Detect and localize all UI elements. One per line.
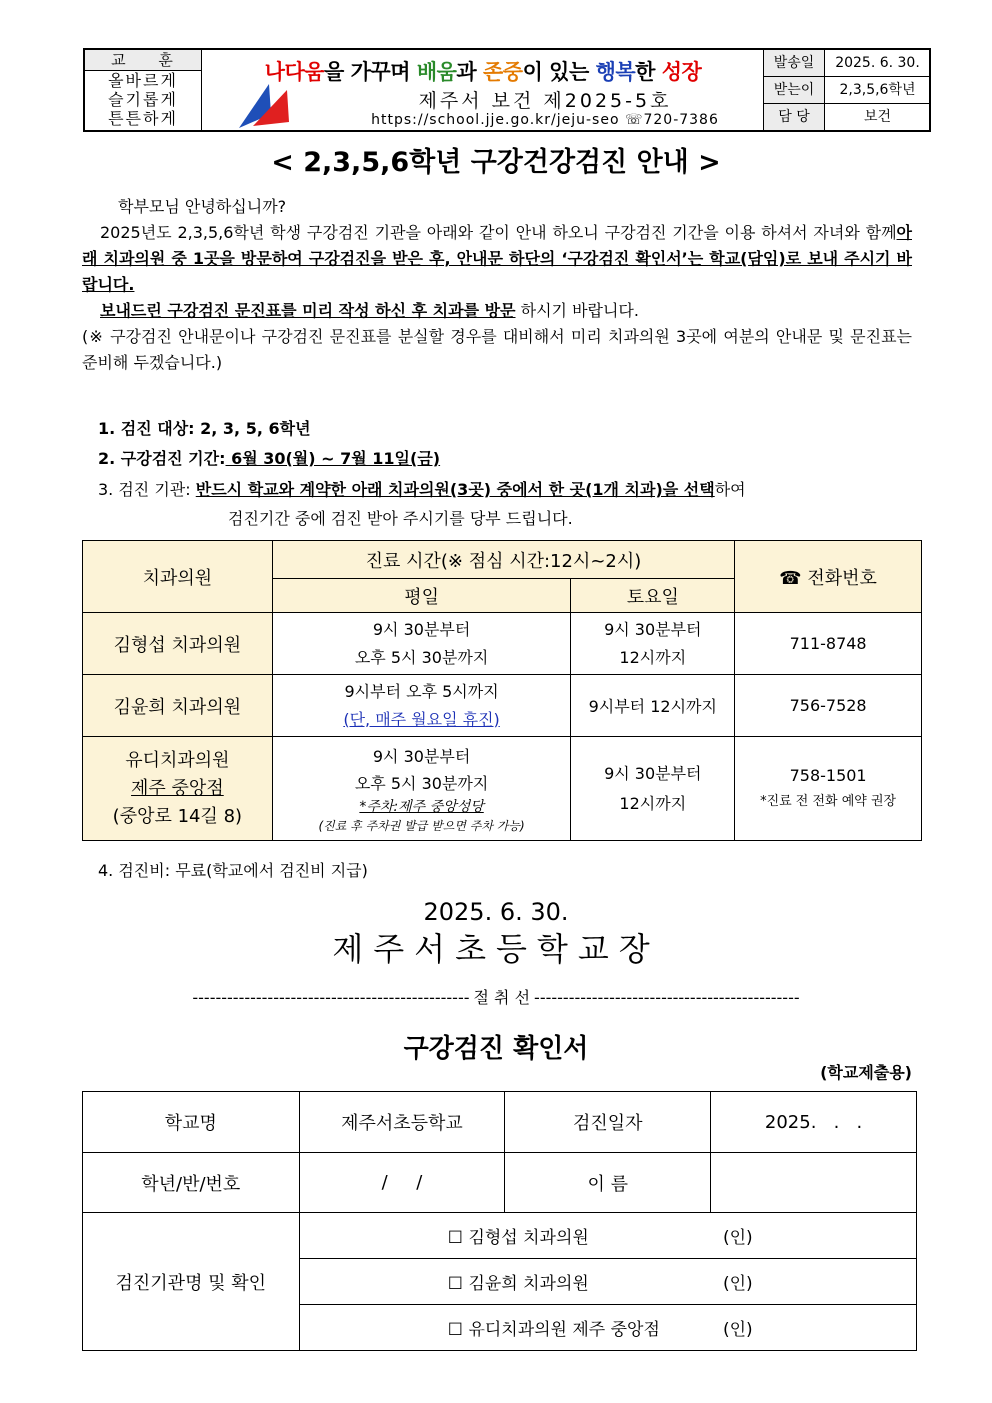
org-option[interactable] (299, 1213, 916, 1259)
clinic-name (83, 737, 273, 841)
confirm-table (82, 1091, 917, 1351)
clinic-name: 김형섭 치과의원 (83, 613, 273, 675)
slogan-segment: 나다움 (264, 60, 325, 84)
saturday-line: 12시까지 (619, 647, 687, 667)
weekday-hours (272, 737, 571, 841)
school-slogan (203, 56, 763, 86)
table-row (83, 737, 922, 841)
dispatch-info (763, 50, 930, 130)
intro-text: 2025년도 2,3,5,6학년 학생 구강검진 기관을 아래와 같이 안내 하오니 구강검진 기간을 이용 하셔서 자녀와 함께 (100, 223, 897, 242)
header-hours: 진료 시간(※ 점심 시간:12시~2시) (272, 541, 734, 579)
org-option-name: ☐ 김형섭 치과의원 (447, 1228, 589, 1248)
exam-date-label: 검진일자 (505, 1092, 711, 1153)
clinic-table (82, 540, 922, 841)
questionnaire-note (82, 298, 912, 324)
motto-line: 슬기롭게 (108, 90, 178, 109)
cut-dashes: ------------------------------------------------ (192, 988, 470, 1007)
header-weekday: 평일 (272, 579, 571, 613)
class-label: 학년/반/번호 (83, 1153, 300, 1213)
table-row (83, 613, 922, 675)
org-option[interactable] (299, 1305, 916, 1351)
meta-label: 받는이 (764, 77, 825, 103)
slogan-segment: 행복 (595, 60, 636, 84)
motto-line: 올바르게 (108, 71, 178, 90)
saturday-hours: 9시부터 12시까지 (571, 675, 735, 737)
item-clinic-label: 3. 검진 기관: (98, 480, 191, 499)
school-value: 제주서초등학교 (299, 1092, 505, 1153)
cut-label: 절 취 선 (473, 988, 531, 1007)
meta-label: 담 당 (764, 104, 825, 130)
slogan-segment: 배움 (416, 60, 457, 84)
header-saturday: 토요일 (571, 579, 735, 613)
slogan-segment: 을 가꾸며 (324, 60, 417, 84)
saturday-hours (571, 613, 735, 675)
cut-dashes: ---------------------------------------------- (534, 988, 800, 1007)
parking-note: *주차:제주 중앙성당 (359, 798, 484, 815)
weekday-line: 오후 5시 30분까지 (354, 773, 489, 793)
clinic-name-line: 유디치과의원 (125, 749, 230, 771)
exam-date-field[interactable]: 2025. . . (711, 1092, 917, 1153)
saturday-line: 12시까지 (619, 793, 687, 813)
weekday-line: 9시부터 오후 5시까지 (344, 681, 499, 701)
school-motto (85, 50, 202, 130)
table-row (83, 675, 922, 737)
slogan-segment: 과 (456, 60, 483, 84)
item-target: 1. 검진 대상: 2, 3, 5, 6학년 (98, 419, 311, 438)
item-clinic-text: 하여 (714, 480, 746, 499)
seal-field: (인) (722, 1320, 753, 1340)
recipients: 2,3,5,6학년 (839, 82, 916, 98)
item-fee: 4. 검진비: 무료(학교에서 검진비 지급) (98, 861, 368, 880)
phone-note: *진료 전 전화 예약 권장 (760, 793, 897, 809)
clinic-branch: 제주 중앙점 (131, 777, 224, 799)
slogan-segment: 이 있는 (522, 60, 596, 84)
clinic-name: 김윤희 치과의원 (83, 675, 273, 737)
clinic-address: (중앙로 14길 8) (112, 805, 243, 827)
org-option-name: ☐ 유디치과의원 제주 중앙점 (447, 1320, 660, 1340)
greeting: 학부모님 안녕하십니까? (118, 197, 287, 216)
weekday-line: 오후 5시 30분까지 (354, 647, 489, 667)
item-period-value: 6월 30(월) ~ 7월 11일(금) (225, 449, 441, 468)
saturday-line: 9시 30분부터 (604, 619, 702, 639)
issue-date: 2025. 6. 30. (423, 898, 569, 926)
saturday-hours (571, 737, 735, 841)
motto-line: 튼튼하게 (108, 109, 178, 128)
weekday-hours (272, 613, 571, 675)
intro-emphasis: 아래 치과의원 중 1곳을 방문하여 구강검진을 받은 후, 안내문 하단의 ‘구강검진 확인서’는 학교(담임)로 보내 주시기 바랍니다. (82, 223, 912, 294)
school-label: 학교명 (83, 1092, 300, 1153)
weekday-line: 9시 30분부터 (372, 619, 471, 639)
principal-signature: 제주서초등학교장 (332, 930, 660, 968)
header-clinic: 치과의원 (83, 541, 273, 613)
slogan-segment: 성장 (661, 60, 702, 84)
item-clinic-cont: 검진기간 중에 검진 받아 주시기를 당부 드립니다. (228, 509, 573, 528)
questionnaire-emphasis: 보내드린 구강검진 문진표를 미리 작성 하신 후 치과를 방문 (100, 301, 516, 320)
confirm-title: 구강검진 확인서 (403, 1034, 589, 1064)
slogan-segment: 한 (635, 60, 662, 84)
issue-number: 제주서 보건 제2025-5호 (418, 90, 672, 112)
item-clinic (98, 477, 746, 500)
item-period-label: 2. 구강검진 기간: (98, 449, 226, 468)
confirm-subtitle: (학교제출용) (820, 1063, 912, 1082)
org-label: 검진기관명 및 확인 (83, 1213, 300, 1351)
seal-field: (인) (722, 1274, 753, 1294)
motto-title: 교 훈 (85, 50, 201, 71)
slogan-segment: 존중 (483, 60, 523, 84)
parking-detail: (진료 후 주차권 발급 받으면 주차 가능) (318, 818, 525, 833)
weekday-hours (272, 675, 571, 737)
school-url-phone: https://school.jje.go.kr/jeju-seo ☏720-7386 (371, 112, 719, 128)
closed-notice: (단, 매주 월요일 휴진) (343, 709, 500, 729)
name-label: 이 름 (505, 1153, 711, 1213)
spare-note: (※ 구강검진 안내문이나 구강검진 문진표를 분실할 경우를 대비해서 미리 치과의원 3곳에 여분의 안내문 및 문진표는 준비해 두겠습니다.) (82, 327, 912, 372)
saturday-line: 9시 30분부터 (604, 763, 702, 783)
intro (82, 194, 912, 376)
cut-line (80, 985, 912, 1008)
questionnaire-text: 하시기 바랍니다. (520, 301, 639, 320)
intro-paragraph (82, 220, 912, 298)
item-period (98, 446, 440, 469)
clinic-phone: 756-7528 (735, 675, 922, 737)
name-field[interactable] (711, 1153, 917, 1213)
letterhead (83, 48, 931, 132)
class-field[interactable]: / / (299, 1153, 505, 1213)
org-option[interactable] (299, 1259, 916, 1305)
clinic-phone-number: 758-1501 (789, 765, 867, 785)
item-clinic-emphasis: 반드시 학교와 계약한 아래 치과의원(3곳) 중에서 한 곳(1개 치과)을 선택 (195, 480, 715, 499)
clinic-phone (735, 737, 922, 841)
in-charge: 보건 (863, 109, 892, 125)
send-date: 2025. 6. 30. (835, 55, 920, 71)
header-phone: ☎ 전화번호 (735, 541, 922, 613)
meta-label: 발송일 (764, 50, 825, 76)
weekday-line: 9시 30분부터 (372, 746, 471, 766)
seal-field: (인) (722, 1228, 753, 1248)
clinic-phone: 711-8748 (735, 613, 922, 675)
page-title: < 2,3,5,6학년 구강건강검진 안내 > (271, 147, 721, 178)
org-option-name: ☐ 김윤희 치과의원 (447, 1274, 589, 1294)
